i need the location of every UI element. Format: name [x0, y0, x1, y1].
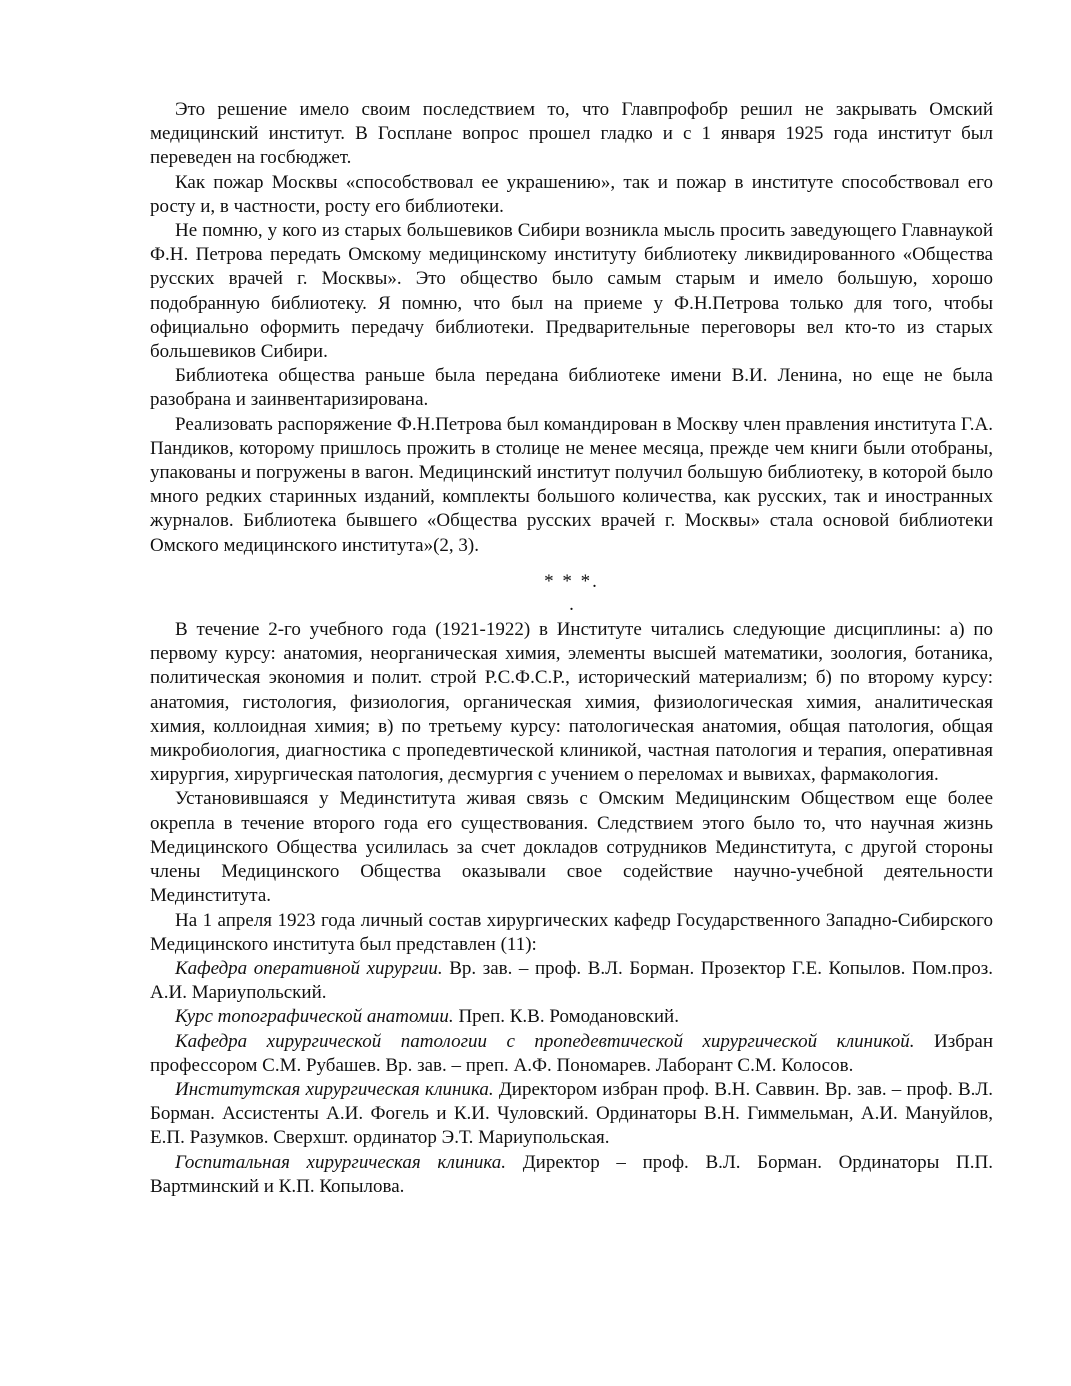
paragraph: Это решение имело своим последствием то, что Главпрофобр решил не закрывать Омский медицинский институт. В Госплане вопрос прошел гладко и с 1 января 1925 года институт был переведен на госбюджет. [150, 99, 993, 169]
department-name: Институтская хирургическая клиника. [175, 1078, 494, 1100]
paragraph: Реализовать распоряжение Ф.Н.Петрова был командирован в Москву член правления института Г.А. Пандиков, которому пришлось прожить в столице не менее месяца, прежде чем книги были отобраны, упакованы и погружены в вагон. Медицинский институт получил большую библиотеку, в которой было много редких старинных изданий, комплекты большого количества, как русских, так и иностранных журналов. Библиотека бывшего «Общества русских врачей г. Москвы» стала основой библиотеки Омского медицинского института»(2, 3). [150, 413, 993, 556]
document-page [150, 98, 993, 1199]
department-entry [150, 1078, 993, 1151]
paragraph: В течение 2-го учебного года (1921-1922) в Институте читались следующие дисциплины: а) по первому курсу: анатомия, неорганическая химия, элементы высшей математики, зоология, ботаника, политическая экономия и полит. строй Р.С.Ф.С.Р., исторический материализм; б) по второму курсу: анатомия, гистология, физиология, органическая химия, физиологическая химия, аналитическая химия, коллоидная химия; в) по третьему курсу: патологическая анатомия, общая патология, общая микробиология, диагностика с пропедевтической клиникой, частная патология и терапия, оперативная хирургия, хирургическая патология, десмургия с учением о переломах и вывихах, фармакология. [150, 619, 993, 786]
department-entry [150, 1151, 993, 1199]
paragraph: Библиотека общества раньше была передана библиотеке имени В.И. Ленина, но еще не была разобрана и заинвентаризирована. [150, 365, 993, 411]
department-name: Госпитальная хирургическая клиника. [175, 1151, 507, 1173]
paragraph: Не помню, у кого из старых большевиков Сибири возникла мысль просить заведующего Главнаукой Ф.Н. Петрова передать Омскому медицинскому институту библиотеку ликвидированного «Общества русских врачей г. Москвы». Это общество было самым старым и имело большую, хорошо подобранную библиотеку. Я помню, что был на приеме у Ф.Н.Петрова только для того, чтобы официально оформить передачу библиотеки. Предварительные переговоры вел кто-то из старых большевиков Сибири. [150, 220, 993, 363]
department-staff: Директор – проф. В.Л. Борман. Ординаторы П.П. Вартминский и К.П. Копылова. [150, 1151, 993, 1197]
department-staff: Вр. зав. – проф. В.Л. Борман. Прозектор Г.Е. Копылов. Пом.проз. А.И. Мариупольский. [150, 957, 993, 1004]
department-entry [150, 1030, 993, 1078]
department-staff: Избран профессором С.М. Рубашев. Вр. зав. – преп. А.Ф. Пономарев. Лаборант С.М. Колосов. [150, 1030, 993, 1076]
paragraph: Как пожар Москвы «способствовал ее украшению», так и пожар в институте способствовал его росту и, в частности, росту его библиотеки. [150, 171, 993, 217]
department-entry [150, 957, 993, 1005]
section-separator-stars: * * *. [544, 570, 599, 592]
department-entry [150, 1005, 993, 1029]
department-staff: Преп. К.В. Ромодановский. [453, 1006, 679, 1028]
section-separator-dot: . [569, 594, 574, 616]
paragraph: На 1 апреля 1923 года личный состав хирургических кафедр Государственного Западно-Сибирского Медицинского института был представлен (11): [150, 909, 993, 955]
department-name: Курс топографической анатомии. [175, 1006, 454, 1028]
department-staff: Директором избран проф. В.Н. Саввин. Вр. зав. – проф. В.Л. Борман. Ассистенты А.И. Фогель и К.И. Чуловский. Ординаторы В.Н. Гиммельман, А.И. Мануйлов, Е.П. Разумков. Сверхшт. ординатор Э.Т. Мариупольская. [150, 1078, 993, 1149]
department-name: Кафедра хирургической патологии с пропедевтической хирургической клиникой. [175, 1030, 915, 1052]
department-name: Кафедра оперативной хирургии. [175, 957, 443, 979]
paragraph: Установившаяся у Мединститута живая связь с Омским Медицинским Обществом еще более окрепла в течение второго года его существования. Следствием этого было то, что научная жизнь Медицинского Общества усилилась за счет докладов сотрудников Мединститута, с другой стороны члены Медицинского Общества оказывали свое содействие научно-учебной деятельности Мединститута. [150, 788, 993, 907]
